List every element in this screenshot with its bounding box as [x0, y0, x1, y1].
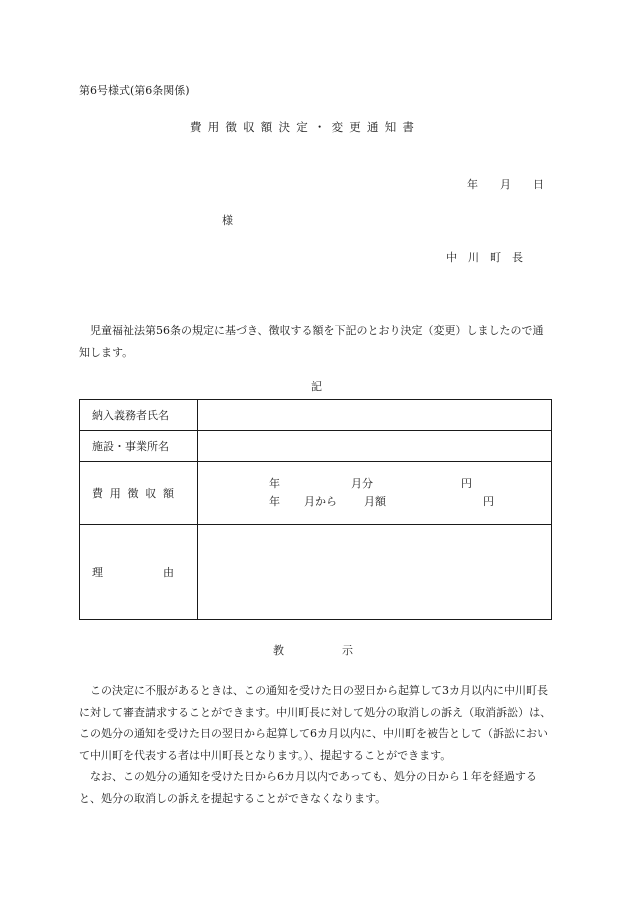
fee-amount-label — [80, 462, 198, 525]
issuer-name: 中川町長 — [446, 251, 534, 264]
instruction-heading — [273, 642, 353, 658]
table-row-payer — [80, 400, 552, 431]
fee-line2-month-from: 月から — [304, 495, 337, 508]
recipient-honorific: 様 — [222, 214, 233, 227]
date-year-label: 年 — [467, 178, 478, 191]
reason-field[interactable] — [198, 525, 552, 620]
date-line — [467, 176, 544, 192]
fee-label-char: 費 — [92, 487, 103, 500]
reason-label — [80, 525, 198, 620]
appeal-notice-paragraph: この決定に不服があるときは、この通知を受けた日の翌日から起算して3カ月以内に中川町長に対して審査請求することができます。中川町長に対して処分の取消しの訴え（取消訴訟）は、この処分の通知を受けた日の翌日から起算して6カ月以内に、中川町を被告として（訴訟において中川町を代表する者は中川町長となります。）、提起することができます。 — [79, 684, 552, 762]
fee-line1-yen: 円 — [461, 477, 472, 490]
fee-label-char: 額 — [163, 487, 174, 500]
ki-heading: 記 — [311, 380, 322, 393]
deadline-notice-paragraph: なお、この処分の通知を受けた日から6カ月以内であっても、処分の日から１年を経過すると、処分の取消しの訴えを提起することができなくなります。 — [79, 770, 537, 805]
fee-line2-year: 年 — [269, 495, 280, 508]
fee-line1-month: 月分 — [351, 477, 373, 490]
instruction-heading-char: 教 — [273, 644, 284, 657]
payer-name-field[interactable] — [198, 400, 552, 431]
details-table — [79, 399, 552, 620]
table-row-reason — [80, 525, 552, 620]
fee-line-monthly-part — [198, 475, 551, 493]
payer-name-label: 納入義務者氏名 — [80, 400, 198, 431]
table-row-fee — [80, 462, 552, 525]
fee-label-char: 徴 — [127, 487, 139, 500]
facility-name-field[interactable] — [198, 431, 552, 462]
fee-label-char: 用 — [109, 487, 121, 500]
reason-label-char: 理 — [92, 566, 103, 579]
fee-line2-monthly: 月額 — [364, 495, 386, 508]
date-month-label: 月 — [500, 178, 511, 191]
facility-name-label: 施設・事業所名 — [80, 431, 198, 462]
fee-amount-field[interactable] — [198, 462, 552, 525]
instruction-heading-char: 示 — [342, 644, 353, 657]
fee-label-char: 収 — [145, 487, 157, 500]
fee-line-from-month — [198, 493, 551, 511]
form-number-label: 第6号様式(第6条関係) — [79, 84, 190, 97]
date-day-label: 日 — [533, 178, 544, 191]
fee-line2-yen: 円 — [483, 495, 494, 508]
fee-line1-year: 年 — [269, 477, 280, 490]
body-paragraph: 児童福祉法第56条の規定に基づき、徴収する額を下記のとおり決定（変更）しましたので通知します。 — [79, 324, 544, 359]
document-title: 費用徴収額決定・変更通知書 — [190, 120, 421, 134]
table-row-facility — [80, 431, 552, 462]
reason-label-char: 由 — [163, 566, 174, 579]
